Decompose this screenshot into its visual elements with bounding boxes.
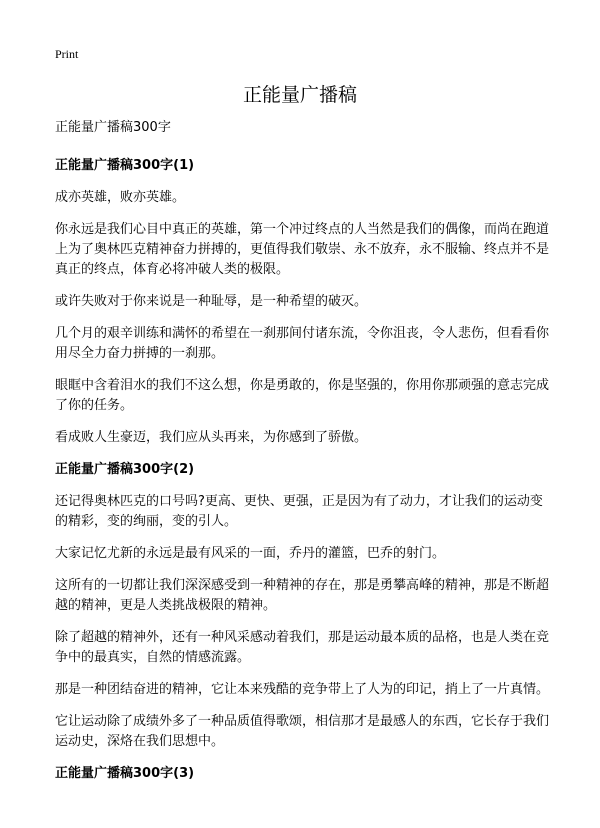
paragraph: 除了超越的精神外，还有一种风采感动着我们，那是运动最本质的品格，也是人类在竞争中的最真实，自然的情感流露。 (55, 630, 550, 665)
section-3 (55, 764, 550, 784)
paragraph: 那是一种团结奋进的精神，它让本来残酷的竞争带上了人为的印记，捎上了一片真情。 (55, 682, 550, 697)
document-subtitle: 正能量广播稿300字 (55, 120, 171, 135)
paragraph: 大家记忆尤新的永远是最有风采的一面，乔丹的灌篮，巴乔的射门。 (55, 546, 446, 561)
section-2 (55, 460, 550, 752)
section-heading: 正能量广播稿300字(3) (55, 766, 195, 781)
paragraph: 你永远是我们心目中真正的英雄，第一个冲过终点的人当然是我们的偶像，而尚在跑道上为了奥林匹克精神奋力拼搏的，更值得我们敬崇、永不放弃，永不服输、终点并不是真正的终点，体育必将冲破人类的极限。 (55, 222, 550, 277)
paragraph: 眼眶中含着泪水的我们不这么想，你是勇敢的，你是坚强的，你用你那顽强的意志完成了你的任务。 (55, 378, 550, 413)
section-1 (55, 156, 550, 448)
document-body (55, 118, 550, 796)
paragraph: 还记得奥林匹克的口号吗?更高、更快、更强，正是因为有了动力，才让我们的运动变的精彩，变的绚丽，变的引人。 (55, 494, 543, 529)
paragraph: 看成败人生豪迈，我们应从头再来，为你感到了骄傲。 (55, 430, 368, 445)
paragraph: 成亦英雄，败亦英雄。 (55, 190, 186, 205)
paragraph: 这所有的一切都让我们深深感受到一种精神的存在，那是勇攀高峰的精神，那是不断超越的精神，更是人类挑战极限的精神。 (55, 578, 550, 613)
section-heading: 正能量广播稿300字(2) (55, 462, 195, 477)
page-title: 正能量广播稿 (242, 84, 357, 106)
section-heading: 正能量广播稿300字(1) (55, 158, 195, 173)
paragraph: 或许失败对于你来说是一种耻辱，是一种希望的破灭。 (55, 294, 368, 309)
print-link[interactable]: Print (55, 47, 79, 61)
paragraph: 几个月的艰辛训练和满怀的希望在一刹那间付诸东流，令你沮丧，令人悲伤，但看看你用尽全力奋力拼搏的一刹那。 (55, 326, 550, 361)
paragraph: 它让运动除了成绩外多了一种品质值得歌颂，相信那才是最感人的东西，它长存于我们运动史，深烙在我们思想中。 (55, 714, 550, 749)
